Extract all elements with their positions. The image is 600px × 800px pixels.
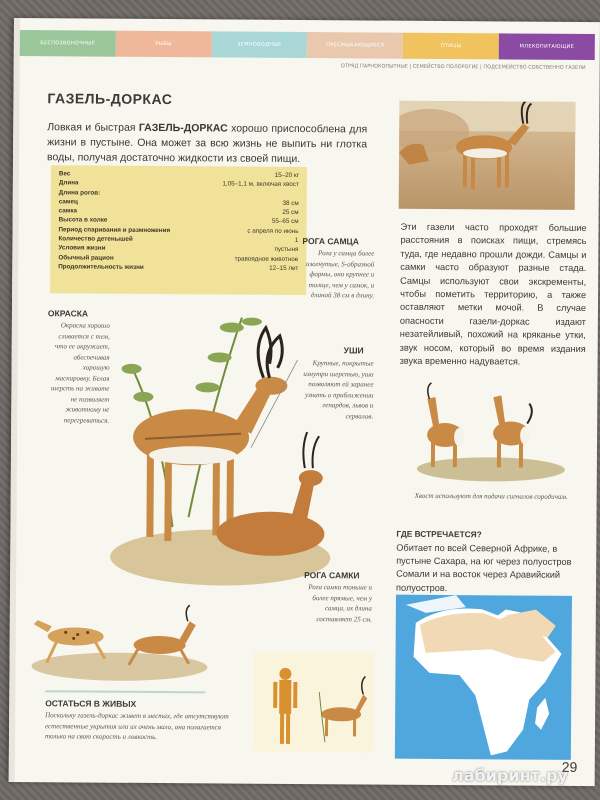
ears-title: УШИ bbox=[343, 345, 364, 356]
stats-key: самец bbox=[58, 198, 78, 206]
stats-value: травоядное животное bbox=[234, 255, 299, 263]
breadcrumb: ОТРЯД ПАРНОКОПЫТНЫЕ | СЕМЕЙСТВО ПОЛОРОГИЕ | ПОДСЕМЕЙСТВО СОБСТВЕННО ГАЗЕЛИ bbox=[341, 63, 586, 71]
where-text: Обитает по всей Северной Африке, в пустыне Сахара, на юг через полуостров Сомали и на восток через Аравийский полуостров. bbox=[396, 542, 572, 593]
stats-row bbox=[58, 262, 298, 273]
tab-category: ЗЕМНОВОДНЫЕ bbox=[211, 31, 307, 58]
tab-category: ПРЕСМЫКАЮЩИЕСЯ bbox=[307, 32, 403, 59]
book-page bbox=[9, 18, 600, 786]
intro-paragraph: Ловкая и быстрая ГАЗЕЛЬ-ДОРКАС хорошо приспособлена для жизни в пустыне. Она может за всю жизнь не выпить ни глотка воды, получая достаточно жидкости из своей пищи. bbox=[46, 121, 368, 166]
stats-value: с апреля по июнь bbox=[247, 227, 299, 235]
size-comparison bbox=[253, 652, 374, 753]
stats-key: Обычный рацион bbox=[58, 253, 114, 262]
stats-key: Высота в холке bbox=[58, 216, 108, 225]
tail-caption: Хвост используют для подачи сигналов сородичам. bbox=[414, 491, 568, 501]
stats-key: Длина bbox=[58, 179, 79, 187]
stats-key: самка bbox=[58, 207, 78, 215]
category-tabs bbox=[20, 30, 595, 60]
page-title: ГАЗЕЛЬ-ДОРКАС bbox=[47, 90, 173, 108]
stats-table bbox=[50, 165, 307, 295]
tab-category: РЫБЫ bbox=[116, 31, 212, 58]
survive-caption: Поскольку газель-доркас живет в местах, где отсутствуют естественные укрытия или их очень мало, она полагается только на свою скорость и ловкость. bbox=[44, 711, 229, 742]
watermark: лабиринт.ру bbox=[452, 766, 568, 785]
stats-value: 25 см bbox=[282, 209, 299, 217]
stats-value: пустыня bbox=[274, 246, 299, 254]
coloring-title: ОКРАСКА bbox=[47, 308, 89, 319]
tab-category: ПТИЦЫ bbox=[403, 33, 499, 60]
behaviour-text: Эти газели часто проходят большие расстояния в поисках пищи, стремясь туда, где недавно прошли дожди. Самцы и самки часто образуют разные стада. Самцы используют свои экскременты, чтобы пометить территорию, а также оставляют метки мочой. В случае опасности газели-доркас издают незатейливый, похожий на кряканье утки, звук носом, который во время издания звука временно надувается. bbox=[399, 221, 587, 367]
stats-value: 1,05–1,1 м, включая хвост bbox=[222, 180, 299, 189]
tab-category: БЕСПОЗВОНОЧНЫЕ bbox=[20, 30, 116, 57]
female-horns-caption: Рога самки тоньше и более прямые, чем у самца, их длина составляет 25 см. bbox=[308, 583, 373, 624]
where-title: ГДЕ ВСТРЕЧАЕТСЯ? bbox=[396, 528, 482, 540]
stats-value: 38 см bbox=[282, 199, 299, 207]
stats-key: Длина рогов: bbox=[58, 188, 101, 197]
stats-value: 12–15 лет bbox=[269, 264, 299, 272]
male-horns-caption: Рога у самца более изогнутые, S-образной формы, они крупнее и толще, чем у самок, и длиной 38 см в длину. bbox=[305, 249, 375, 300]
stats-value: 15–20 кг bbox=[274, 171, 299, 179]
stats-value: 55–65 см bbox=[271, 218, 299, 226]
gazelle-illustration bbox=[100, 307, 342, 609]
tab-category: МЛЕКОПИТАЮЩИЕ bbox=[499, 33, 595, 60]
gazelle-photo bbox=[399, 101, 576, 210]
male-horns-title: РОГА САМЦА bbox=[302, 236, 359, 247]
survive-title: ОСТАТЬСЯ В ЖИВЫХ bbox=[45, 698, 137, 709]
page-number: 29 bbox=[561, 758, 578, 775]
stats-key: Количество детенышей bbox=[58, 235, 133, 243]
coloring-caption: Окраска хорошо сливается с тем, что ее окружает, обеспечивая хорошую маскировку. Белая шерсть на животе не позволяет животному не перегреваться. bbox=[51, 321, 110, 425]
chase-illustration bbox=[29, 602, 210, 683]
ears-caption: Крупные, покрытые изнутри шерстью, уши позволяют ей заранее узнать о приближении гепардов, львов и сервалов. bbox=[303, 359, 374, 421]
stats-key: Вес bbox=[58, 170, 71, 178]
stats-key: Продолжительность жизни bbox=[58, 263, 144, 271]
section-divider bbox=[45, 690, 205, 693]
range-map bbox=[395, 595, 572, 760]
stats-value: 1 bbox=[294, 237, 299, 245]
stats-key: Период спаривания и размножения bbox=[58, 226, 171, 234]
stats-key: Условия жизни bbox=[58, 244, 106, 253]
female-horns-title: РОГА САМКИ bbox=[304, 570, 360, 581]
tail-signal-illustration bbox=[415, 377, 568, 488]
